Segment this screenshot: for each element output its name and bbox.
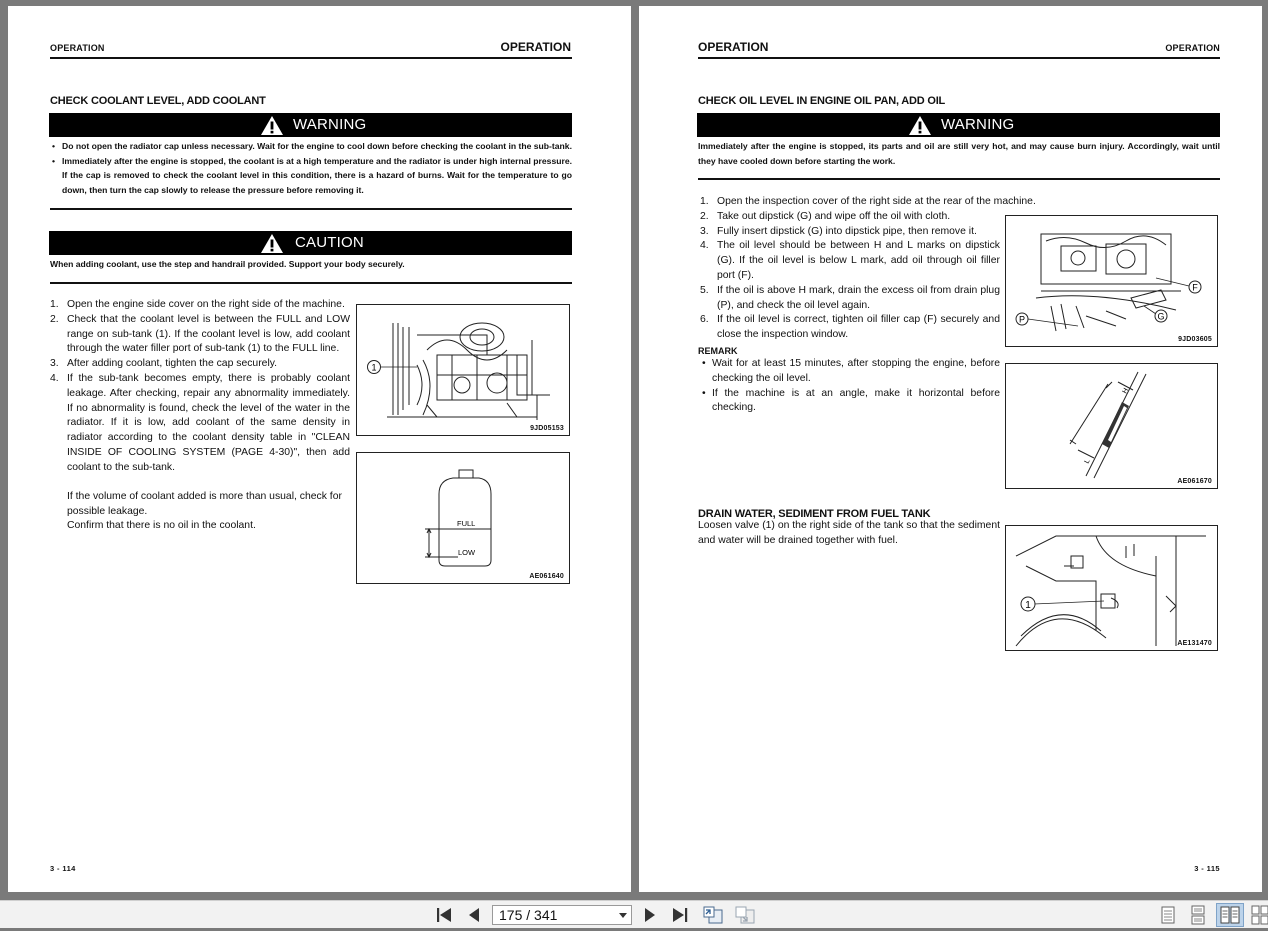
figure-code: AE061640	[529, 573, 564, 580]
engine-illustration	[357, 305, 569, 435]
go-forward-icon[interactable]	[734, 905, 754, 925]
facing-view-icon[interactable]	[1216, 903, 1244, 927]
figure-code: AE061670	[1177, 478, 1212, 485]
warning-item: • Do not open the radiator cap unless necessary. Wait for the engine to cool down before checking the coolant in the sub-tank.	[50, 139, 572, 154]
step-item: 3. Fully insert dipstick (G) into dipstick pipe, then remove it.	[700, 225, 977, 237]
header-rule	[50, 57, 572, 59]
step-item: 5. If the oil is above H mark, drain the excess oil from drain plug (P), and check the oil level again.	[700, 284, 1000, 311]
step-item: 4. If the sub-tank becomes empty, there is probably coolant leakage. After checking, repair any abnormality immediately. If no abnormality is found, check the level of the water in the radiator. If it is low, add coolant of the same density in radiator according to the coolant density table in "CLEAN INSIDE OF COOLING SYSTEM (PAGE 4-30)", then add coolant to the sub-tank.	[50, 372, 350, 473]
caution-triangle-icon	[260, 233, 284, 254]
caution-label: CAUTION	[295, 234, 364, 251]
callout-g: G	[1157, 311, 1165, 322]
caution-rule	[50, 282, 572, 284]
oil-check-note: Confirm that there is no oil in the coolant.	[67, 520, 256, 531]
l-label: L	[1083, 458, 1092, 465]
first-page-icon[interactable]	[434, 905, 454, 925]
warning-rule	[50, 208, 572, 210]
drain-text: Loosen valve (1) on the right side of the tank so that the sediment and water will be drained together with fuel.	[698, 520, 1000, 546]
pdf-toolbar	[0, 900, 1268, 928]
fuel-tank-illustration	[1006, 526, 1217, 650]
page-number-input[interactable]	[492, 905, 632, 925]
remark-item: • If the machine is at an angle, make it horizontal before checking.	[700, 387, 1000, 417]
full-label: FULL	[457, 519, 476, 528]
warning-text: Immediately after the engine is stopped, its parts and oil are still very hot, and may cause burn injury. Accordingly, wait until they have cooled down before starting the work.	[698, 141, 1220, 166]
section-title: CHECK COOLANT LEVEL, ADD COOLANT	[50, 95, 266, 107]
step-item: 2. Take out dipstick (G) and wipe off the oil with cloth.	[700, 210, 951, 222]
single-page-view-icon[interactable]	[1158, 905, 1178, 925]
dipstick-figure	[1005, 363, 1218, 489]
warning-label: WARNING	[941, 116, 1015, 133]
warning-list	[50, 139, 572, 197]
oil-steps	[700, 195, 1036, 343]
warning-triangle-icon	[260, 115, 284, 136]
page-display: 175 / 341	[499, 907, 558, 923]
callout-1: 1	[1025, 600, 1031, 611]
previous-page-icon[interactable]	[464, 905, 484, 925]
figure-code: AE131470	[1177, 640, 1212, 647]
step-item: 2. Check that the coolant level is between the FULL and LOW range on sub-tank (1). If the coolant level is low, add coolant through the water filler port of sub-tank (1) to the FULL line.	[50, 313, 350, 355]
callout-1: 1	[371, 362, 377, 373]
h-label: H	[1121, 387, 1131, 395]
left-page	[8, 6, 631, 892]
remark-item: • Wait for at least 15 minutes, after stopping the engine, before checking the oil level.	[700, 357, 1000, 387]
go-back-icon[interactable]	[702, 905, 722, 925]
drain-title: DRAIN WATER, SEDIMENT FROM FUEL TANK	[698, 508, 931, 520]
page-number: 3 - 114	[50, 864, 76, 873]
subtank-figure	[356, 452, 570, 584]
leakage-note: If the volume of coolant added is more than usual, check for possible leakage.	[67, 491, 342, 517]
section-title: CHECK OIL LEVEL IN ENGINE OIL PAN, ADD OIL	[698, 95, 946, 107]
step-item: 6. If the oil level is correct, tighten oil filler cap (F) securely and close the inspection window.	[700, 314, 1000, 341]
warning-bar	[49, 113, 572, 137]
caution-text: When adding coolant, use the step and handrail provided. Support your body securely.	[50, 259, 405, 269]
warning-rule	[698, 178, 1220, 180]
next-page-icon[interactable]	[640, 905, 660, 925]
continuous-view-icon[interactable]	[1188, 905, 1208, 925]
warning-bar	[697, 113, 1220, 137]
engine-figure	[356, 304, 570, 436]
subtank-illustration	[357, 453, 569, 583]
step-item: 3. After adding coolant, tighten the cap securely.	[50, 358, 278, 370]
caution-bar	[49, 231, 572, 255]
oil-engine-figure	[1005, 215, 1218, 347]
right-page	[639, 6, 1262, 892]
header-right: OPERATION	[1165, 43, 1220, 53]
last-page-icon[interactable]	[670, 905, 690, 925]
page-number: 3 - 115	[1194, 864, 1220, 873]
chevron-down-icon	[619, 913, 627, 919]
header-right: OPERATION	[500, 40, 571, 54]
coolant-steps	[50, 298, 350, 476]
figure-code: 9JD03605	[1178, 336, 1212, 343]
callout-f: F	[1192, 282, 1198, 293]
callout-p: P	[1018, 314, 1026, 325]
warning-item: • Immediately after the engine is stopped, the coolant is at a high temperature and the radiator is under high internal pressure. If the cap is removed to check the coolant level in this condition, there is a hazard of burns. Wait for the temperature to go down, then turn the cap slowly to release the pressure before removing it.	[50, 154, 572, 198]
low-label: LOW	[458, 548, 476, 557]
warning-triangle-icon	[908, 115, 932, 136]
step-item: 1. Open the engine side cover on the right side of the machine.	[50, 299, 345, 310]
remark-list	[700, 357, 1000, 416]
header-left: OPERATION	[698, 40, 769, 54]
fuel-tank-figure	[1005, 525, 1218, 651]
step-item: 4. The oil level should be between H and L marks on dipstick (G). If the oil level is below L mark, add oil through oil filler port (F).	[700, 240, 1000, 281]
figure-code: 9JD05153	[530, 425, 564, 432]
step-item: 1. Open the inspection cover of the right side at the rear of the machine.	[700, 196, 1036, 207]
remark-title: REMARK	[698, 346, 738, 356]
continuous-facing-view-icon[interactable]	[1250, 905, 1268, 925]
header-left: OPERATION	[50, 43, 105, 53]
header-rule	[698, 57, 1220, 59]
oil-engine-illustration	[1006, 216, 1217, 346]
warning-label: WARNING	[293, 116, 367, 133]
dipstick-illustration	[1006, 364, 1217, 488]
